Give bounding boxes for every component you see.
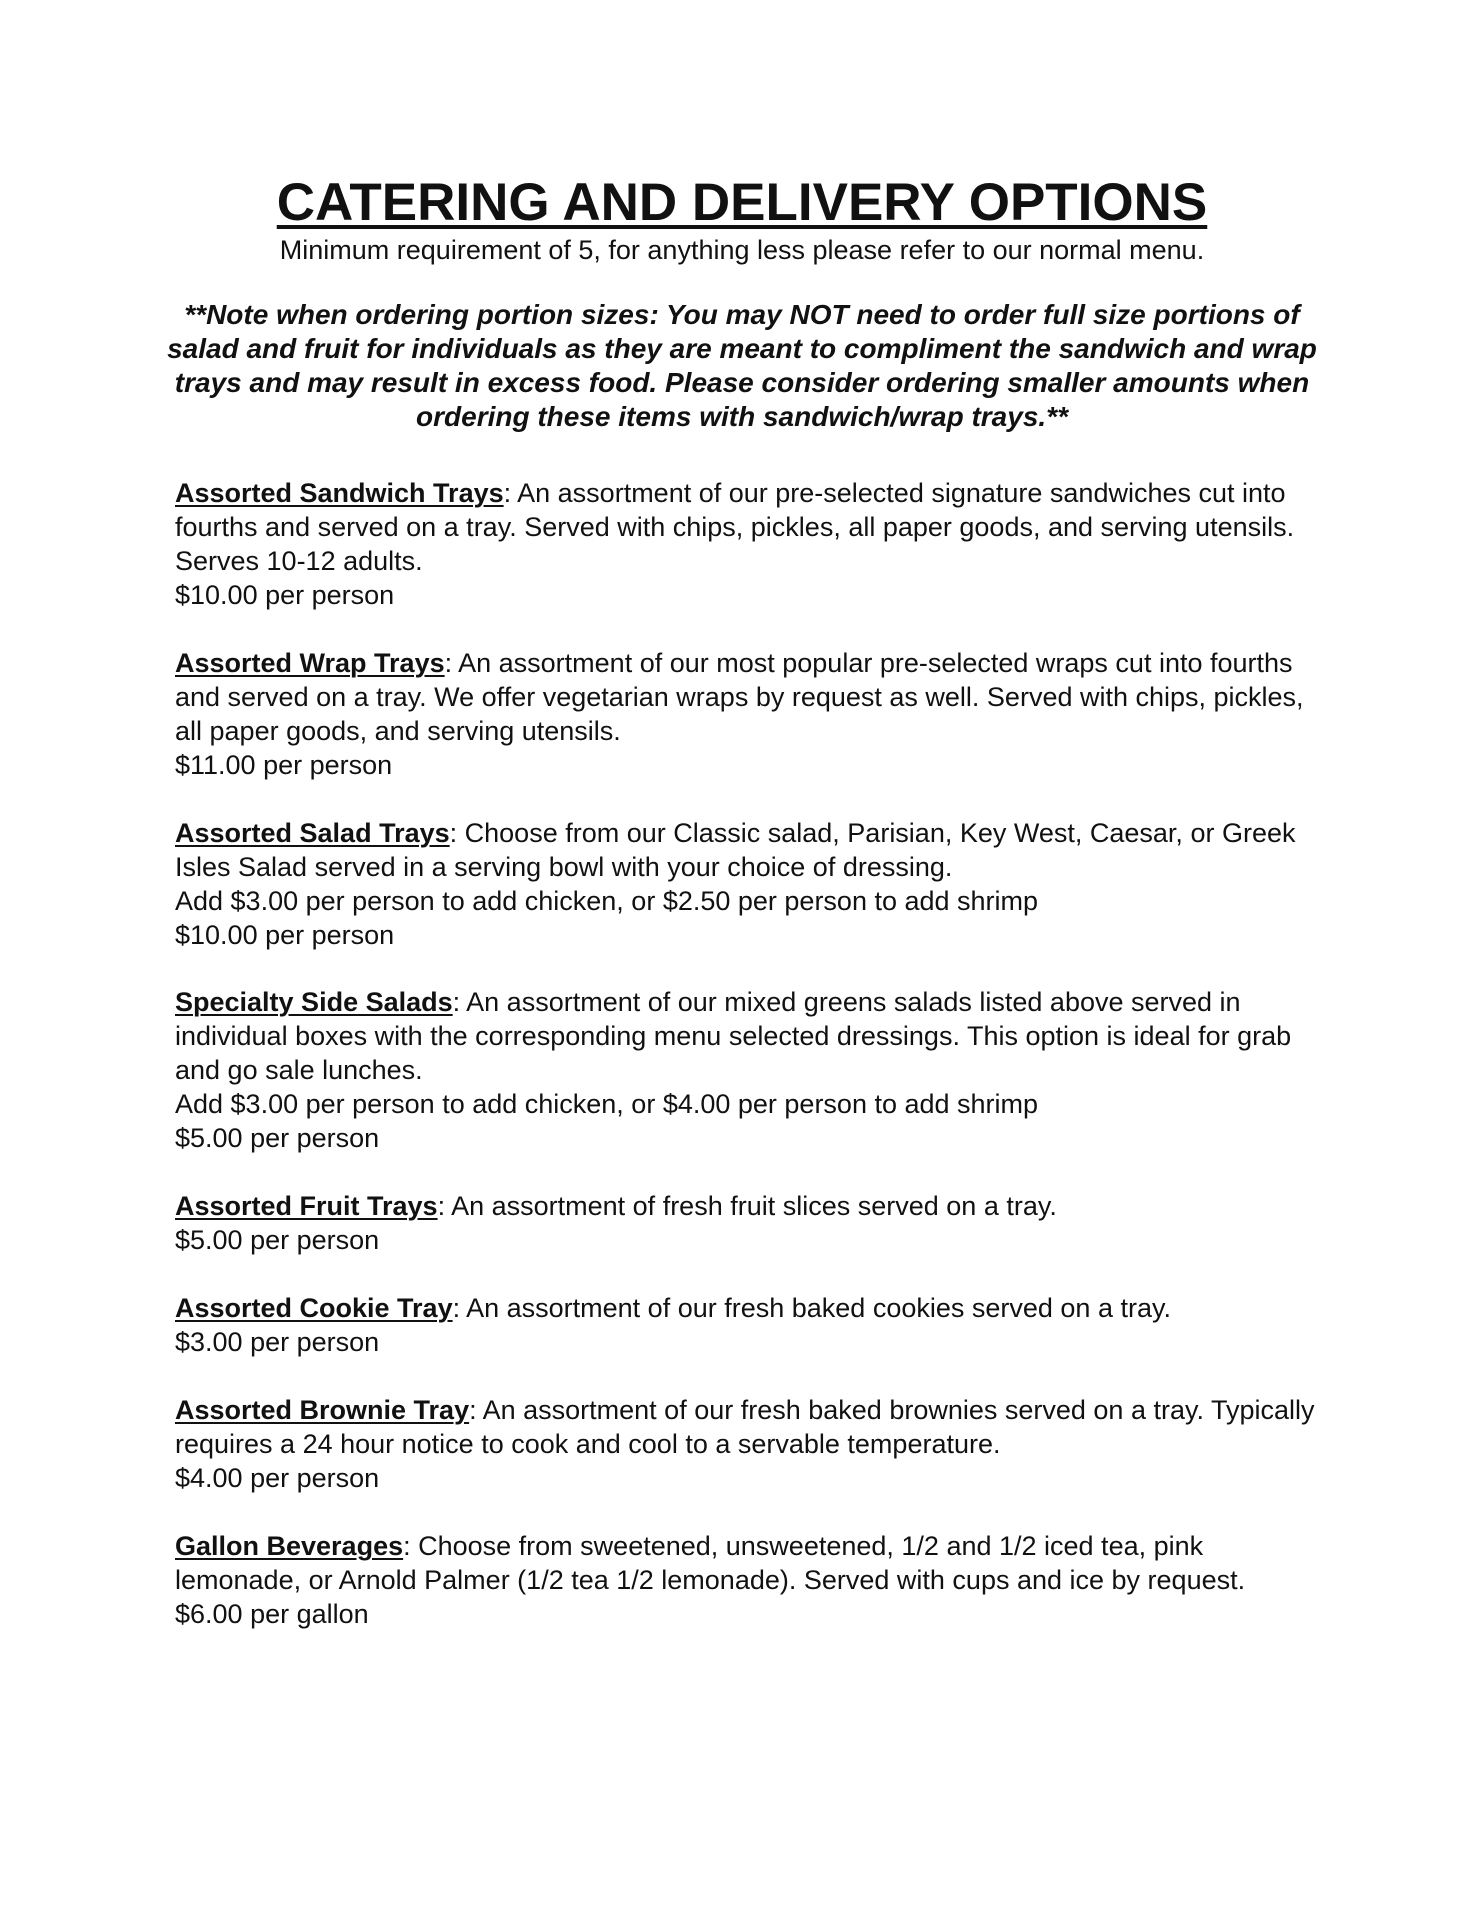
menu-item-side-salads bbox=[175, 985, 1335, 1155]
menu-item-name: Assorted Sandwich Trays bbox=[175, 478, 504, 508]
menu-item-price: $5.00 per person bbox=[175, 1225, 380, 1255]
menu-item-price: $6.00 per gallon bbox=[175, 1599, 369, 1629]
menu-item-price: $5.00 per person bbox=[175, 1123, 380, 1153]
menu-item-description: : Choose from our Classic salad, Parisian, Key West, Caesar, or Greek Isles Salad served in a serving bowl with your choice of dressing. bbox=[175, 818, 1296, 882]
menu-item-description: : An assortment of our fresh baked brownies served on a tray. Typically requires a 24 hour notice to cook and cool to a servable temperature. bbox=[175, 1395, 1315, 1459]
menu-item-name: Assorted Wrap Trays bbox=[175, 648, 445, 678]
menu-item-price: $4.00 per person bbox=[175, 1463, 380, 1493]
page-title: CATERING AND DELIVERY OPTIONS bbox=[276, 173, 1208, 232]
menu-item-addon: Add $3.00 per person to add chicken, or $4.00 per person to add shrimp bbox=[175, 1089, 1039, 1119]
menu-item-description: : An assortment of our fresh baked cookies served on a tray. bbox=[452, 1293, 1171, 1323]
menu-item-description: : Choose from sweetened, unsweetened, 1/2 and 1/2 iced tea, pink lemonade, or Arnold Palmer (1/2 tea 1/2 lemonade). Served with cups and ice by request. bbox=[175, 1531, 1246, 1595]
menu-item-wrap-trays bbox=[175, 646, 1335, 782]
menu-item-name: Assorted Fruit Trays bbox=[175, 1191, 438, 1221]
menu-item-salad-trays bbox=[175, 816, 1335, 952]
menu-item-gallon-beverages bbox=[175, 1529, 1335, 1631]
menu-item-price: $11.00 per person bbox=[175, 750, 393, 780]
menu-item-name: Assorted Brownie Tray bbox=[175, 1395, 470, 1425]
menu-item-name: Assorted Cookie Tray bbox=[175, 1293, 453, 1323]
menu-item-description: : An assortment of our pre-selected signature sandwiches cut into fourths and served on a tray. Served with chips, pickles, all paper goods, and serving utensils. Serves 10-12 adults. bbox=[175, 478, 1295, 576]
menu-item-price: $10.00 per person bbox=[175, 580, 395, 610]
minimum-requirement-note: Minimum requirement of 5, for anything less please refer to our normal menu. bbox=[279, 235, 1205, 265]
menu-item-sandwich-trays bbox=[175, 476, 1335, 612]
menu-item-addon: Add $3.00 per person to add chicken, or $2.50 per person to add shrimp bbox=[175, 886, 1039, 916]
menu-item-description: : An assortment of fresh fruit slices served on a tray. bbox=[437, 1191, 1057, 1221]
menu-item-cookie-tray bbox=[175, 1291, 1335, 1359]
portion-size-note: **Note when ordering portion sizes: You may NOT need to order full size portions of salad and fruit for individuals as they are meant to compliment the sandwich and wrap trays and may result in excess food. Please consider ordering smaller amounts when ordering these items with sandwich/wrap trays.** bbox=[167, 299, 1317, 432]
menu-item-description: : An assortment of our mixed greens salads listed above served in individual boxes with the corresponding menu selected dressings. This option is ideal for grab and go sale lunches. bbox=[175, 987, 1292, 1085]
menu-item-description: : An assortment of our most popular pre-selected wraps cut into fourths and served on a tray. We offer vegetarian wraps by request as well. Served with chips, pickles, all paper goods, and serving utensils. bbox=[175, 648, 1304, 746]
menu-item-price: $10.00 per person bbox=[175, 920, 395, 950]
menu-item-price: $3.00 per person bbox=[175, 1327, 380, 1357]
menu-item-name: Gallon Beverages bbox=[175, 1531, 404, 1561]
menu-item-fruit-trays bbox=[175, 1189, 1335, 1257]
menu-item-brownie-tray bbox=[175, 1393, 1335, 1495]
menu-item-name: Specialty Side Salads bbox=[175, 987, 453, 1017]
menu-item-name: Assorted Salad Trays bbox=[175, 818, 450, 848]
